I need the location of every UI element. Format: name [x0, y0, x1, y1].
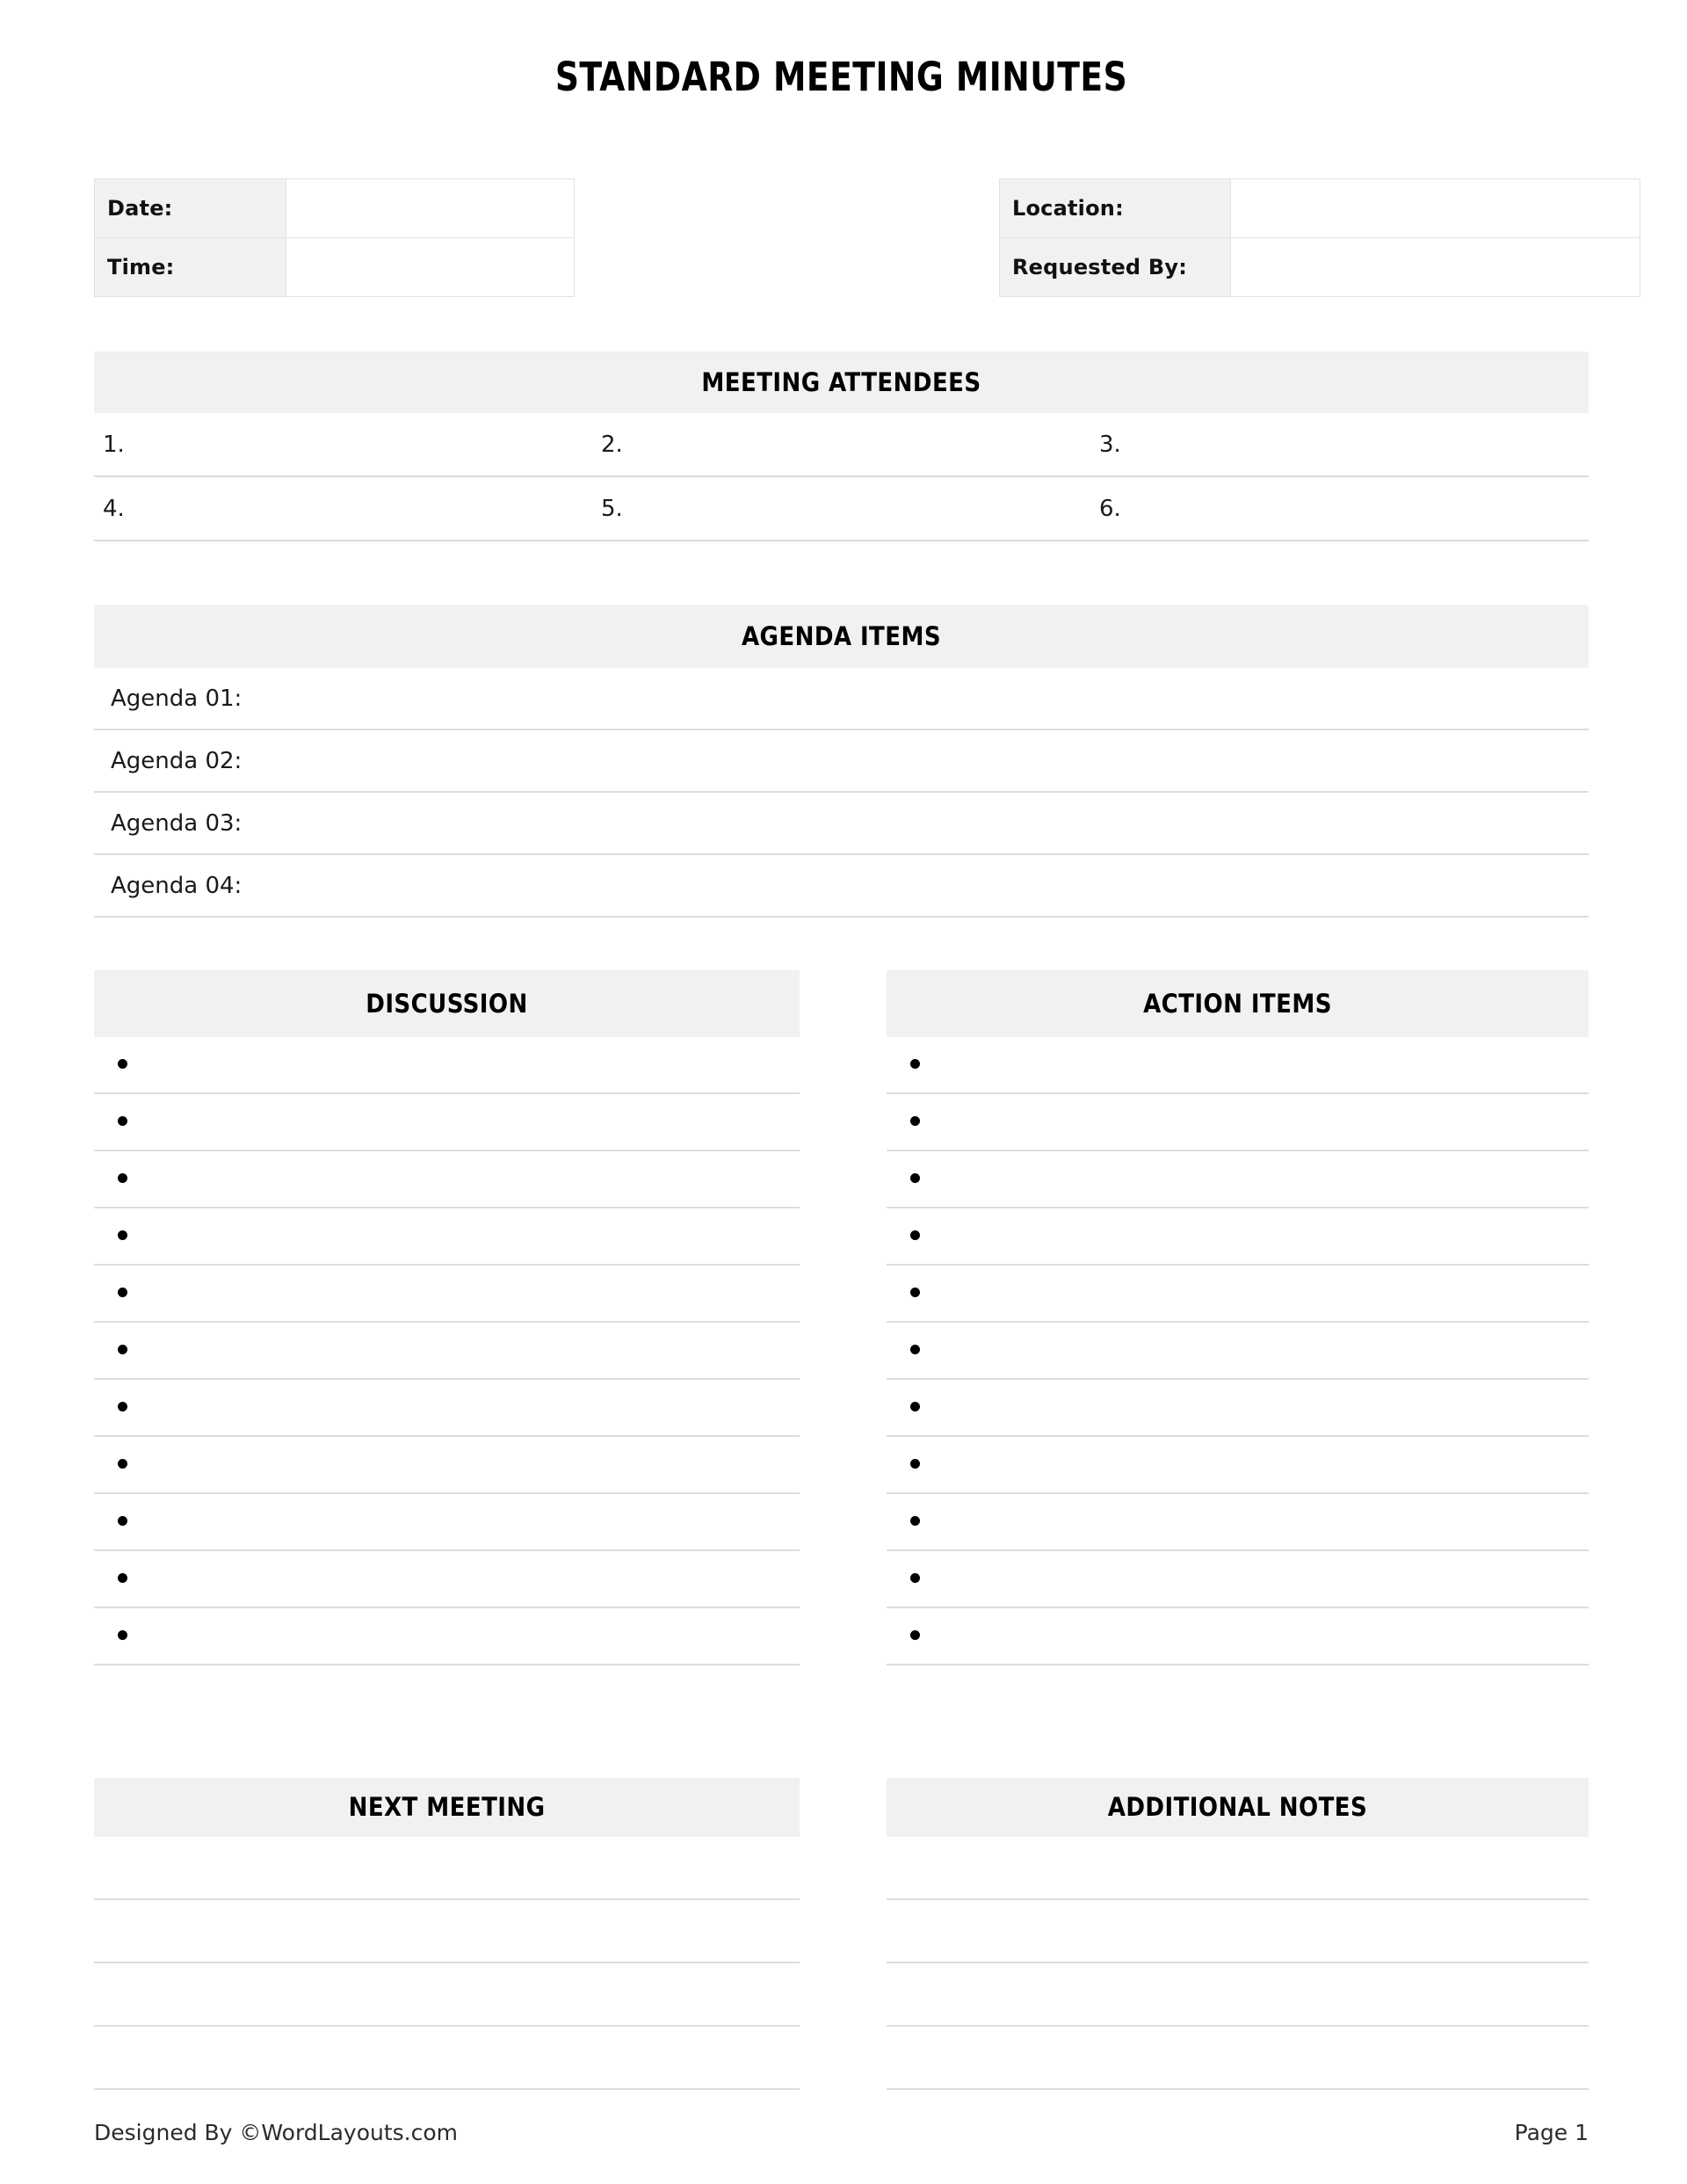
meeting-attendees-section: [94, 352, 1589, 541]
bullet-icon: [118, 1288, 127, 1297]
bullet-row[interactable]: [887, 1551, 1589, 1608]
bullet-row[interactable]: [887, 1151, 1589, 1208]
bullet-icon: [910, 1173, 920, 1183]
bullet-icon: [910, 1516, 920, 1526]
note-line[interactable]: [94, 1963, 800, 2027]
page-footer: [94, 2115, 1589, 2151]
bullet-icon: [118, 1573, 127, 1583]
page-title: STANDARD MEETING MINUTES: [554, 54, 1128, 100]
attendee-field-6[interactable]: 6.: [1099, 496, 1121, 522]
bullet-row[interactable]: [94, 1494, 800, 1551]
note-line[interactable]: [887, 1963, 1589, 2027]
bullet-row[interactable]: [887, 1094, 1589, 1151]
bullet-icon: [910, 1288, 920, 1297]
date-field[interactable]: [286, 179, 575, 238]
attendee-field-3[interactable]: 3.: [1099, 432, 1121, 458]
bullet-row[interactable]: [94, 1266, 800, 1323]
bullet-icon: [118, 1630, 127, 1640]
date-label: Date:: [95, 179, 286, 238]
bullet-row[interactable]: [887, 1437, 1589, 1494]
bullet-row[interactable]: [94, 1151, 800, 1208]
bullet-icon: [118, 1345, 127, 1354]
attendee-field-2[interactable]: 2.: [601, 432, 623, 458]
time-label: Time:: [95, 238, 286, 297]
location-label: Location:: [1000, 179, 1231, 238]
meeting-attendees-header: MEETING ATTENDEES: [94, 352, 1589, 413]
bullet-row[interactable]: [94, 1323, 800, 1380]
location-field[interactable]: [1231, 179, 1640, 238]
table-row: [95, 179, 575, 238]
additional-notes-section: [887, 1778, 1589, 2090]
bullet-row[interactable]: [94, 1208, 800, 1266]
attendee-field-5[interactable]: 5.: [601, 496, 623, 522]
next-meeting-header: NEXT MEETING: [94, 1778, 800, 1837]
bullet-icon: [118, 1516, 127, 1526]
time-field[interactable]: [286, 238, 575, 297]
agenda-row[interactable]: Agenda 03:: [94, 793, 1589, 855]
bullet-row[interactable]: [887, 1494, 1589, 1551]
agenda-items-section: [94, 605, 1589, 918]
action-items-header: ACTION ITEMS: [887, 970, 1589, 1037]
agenda-row[interactable]: Agenda 02:: [94, 730, 1589, 793]
bullet-icon: [910, 1230, 920, 1240]
bullet-row[interactable]: [94, 1551, 800, 1608]
requested-by-field[interactable]: [1231, 238, 1640, 297]
bullet-icon: [118, 1116, 127, 1126]
bullet-row[interactable]: [94, 1437, 800, 1494]
attendee-field-1[interactable]: 1.: [103, 432, 125, 458]
bullet-icon: [118, 1402, 127, 1411]
agenda-row[interactable]: Agenda 04:: [94, 855, 1589, 918]
attendee-field-4[interactable]: 4.: [103, 496, 125, 522]
note-line[interactable]: [887, 2027, 1589, 2090]
table-row: [95, 238, 575, 297]
discussion-section: [94, 970, 800, 1665]
note-line[interactable]: [887, 1837, 1589, 1900]
bullet-row[interactable]: [94, 1094, 800, 1151]
bullet-icon: [910, 1345, 920, 1354]
action-items-bullet-list: [887, 1037, 1589, 1665]
bullet-row[interactable]: [887, 1380, 1589, 1437]
designed-by-credit: Designed By ©WordLayouts.com: [94, 2120, 459, 2145]
discussion-bullet-list: [94, 1037, 800, 1665]
attendee-row: [94, 477, 1589, 541]
bullet-row[interactable]: [94, 1608, 800, 1665]
note-line[interactable]: [94, 1837, 800, 1900]
action-items-section: [887, 970, 1589, 1665]
bullet-row[interactable]: [94, 1037, 800, 1094]
bullet-icon: [118, 1059, 127, 1069]
bullet-row[interactable]: [887, 1208, 1589, 1266]
bullet-row[interactable]: [887, 1608, 1589, 1665]
bullet-icon: [910, 1573, 920, 1583]
bullet-icon: [118, 1459, 127, 1469]
attendee-row: [94, 413, 1589, 477]
note-line[interactable]: [94, 2027, 800, 2090]
bullet-icon: [910, 1459, 920, 1469]
next-meeting-line-list: [94, 1837, 800, 2090]
bullet-row[interactable]: [887, 1266, 1589, 1323]
bullet-icon: [910, 1630, 920, 1640]
next-meeting-section: [94, 1778, 800, 2090]
note-line[interactable]: [887, 1900, 1589, 1963]
requested-by-label: Requested By:: [1000, 238, 1231, 297]
bullet-icon: [118, 1173, 127, 1183]
meeting-date-time-table: [94, 178, 575, 297]
table-row: [1000, 179, 1640, 238]
additional-notes-header: ADDITIONAL NOTES: [887, 1778, 1589, 1837]
agenda-items-header: AGENDA ITEMS: [94, 605, 1589, 668]
bullet-icon: [910, 1059, 920, 1069]
note-line[interactable]: [94, 1900, 800, 1963]
page-number: Page 1: [1514, 2120, 1589, 2145]
bullet-row[interactable]: [887, 1323, 1589, 1380]
bullet-row[interactable]: [887, 1037, 1589, 1094]
bullet-row[interactable]: [94, 1380, 800, 1437]
table-row: [1000, 238, 1640, 297]
discussion-header: DISCUSSION: [94, 970, 800, 1037]
bullet-icon: [118, 1230, 127, 1240]
meeting-location-requester-table: [999, 178, 1640, 297]
bullet-icon: [910, 1402, 920, 1411]
bullet-icon: [910, 1116, 920, 1126]
agenda-row[interactable]: Agenda 01:: [94, 668, 1589, 730]
additional-notes-line-list: [887, 1837, 1589, 2090]
